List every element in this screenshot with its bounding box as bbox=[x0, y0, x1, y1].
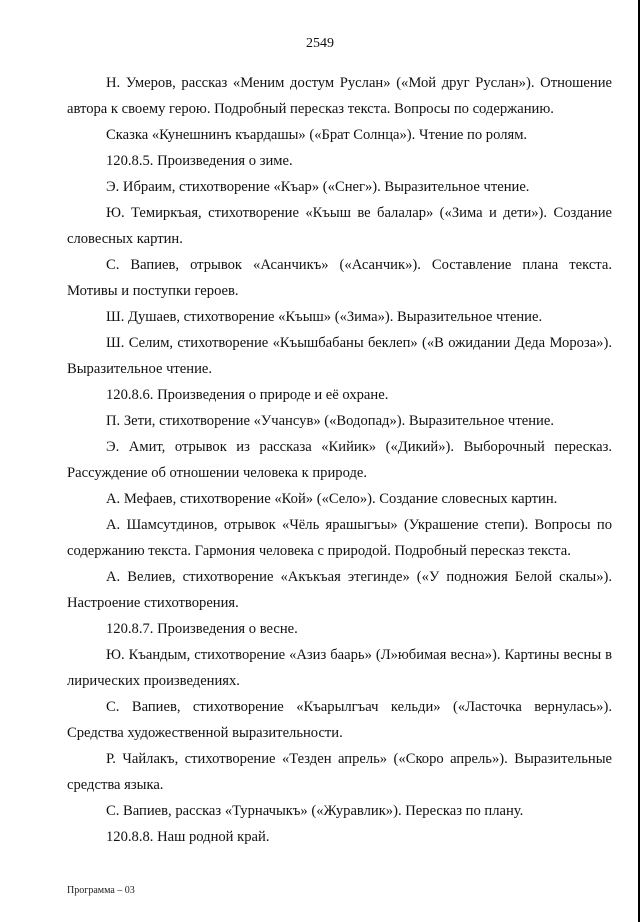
paragraph: Ю. Темиркъая, стихотворение «Къыш ве балалар» («Зима и дети»). Создание словесных картин. bbox=[67, 205, 612, 247]
paragraph: А. Шамсутдинов, отрывок «Чёль ярашыгъы» (Украшение степи). Вопросы по содержанию текста. Гармония человека с природой. Подробный пересказ текста. bbox=[67, 517, 612, 559]
paragraph: Н. Умеров, рассказ «Меним достум Руслан» («Мой друг Руслан»). Отношение автора к своему герою. Подробный пересказ текста. Вопросы по содержанию. bbox=[67, 75, 612, 117]
paragraph: А. Мефаев, стихотворение «Кой» («Село»). Создание словесных картин. bbox=[106, 491, 558, 507]
section-heading: 120.8.5. Произведения о зиме. bbox=[106, 153, 293, 169]
section-heading: 120.8.6. Произведения о природе и её охране. bbox=[106, 387, 389, 403]
paragraph: Э. Амит, отрывок из рассказа «Кийик» («Дикий»). Выборочный пересказ. Рассуждение об отношении человека к природе. bbox=[67, 439, 612, 481]
paragraph: А. Велиев, стихотворение «Акъкъая этегинде» («У подножия Белой скалы»). Настроение стихотворения. bbox=[67, 569, 612, 611]
paragraph: Ш. Душаев, стихотворение «Къыш» («Зима»). Выразительное чтение. bbox=[106, 309, 543, 325]
paragraph: Р. Чайлакъ, стихотворение «Тезден апрель» («Скоро апрель»). Выразительные средства языка. bbox=[67, 751, 612, 793]
paragraph: Сказка «Кунешнинъ къардашы» («Брат Солнца»). Чтение по ролям. bbox=[106, 127, 528, 143]
paragraph: Э. Ибраим, стихотворение «Къар» («Снег»). Выразительное чтение. bbox=[106, 179, 530, 195]
document-body bbox=[67, 70, 612, 850]
paragraph: Ш. Селим, стихотворение «Къышбабаны беклеп» («В ожидании Деда Мороза»). Выразительное чтение. bbox=[67, 335, 612, 377]
paragraph: С. Вапиев, отрывок «Асанчикъ» («Асанчик»). Составление плана текста. Мотивы и поступки героев. bbox=[67, 257, 612, 299]
footer-label: Программа – 03 bbox=[67, 885, 135, 896]
paragraph: П. Зети, стихотворение «Учансув» («Водопад»). Выразительное чтение. bbox=[106, 413, 554, 429]
paragraph: С. Вапиев, рассказ «Турначыкъ» («Журавлик»). Пересказ по плану. bbox=[106, 803, 524, 819]
paragraph: Ю. Къандым, стихотворение «Азиз баарь» (Л»юбимая весна»). Картины весны в лирических произведениях. bbox=[67, 647, 612, 689]
section-heading: 120.8.8. Наш родной край. bbox=[106, 829, 270, 845]
paragraph: С. Вапиев, стихотворение «Къарылгъач кельди» («Ласточка вернулась»). Средства художественной выразительности. bbox=[67, 699, 612, 741]
page-number: 2549 bbox=[306, 36, 334, 51]
section-heading: 120.8.7. Произведения о весне. bbox=[106, 621, 298, 637]
